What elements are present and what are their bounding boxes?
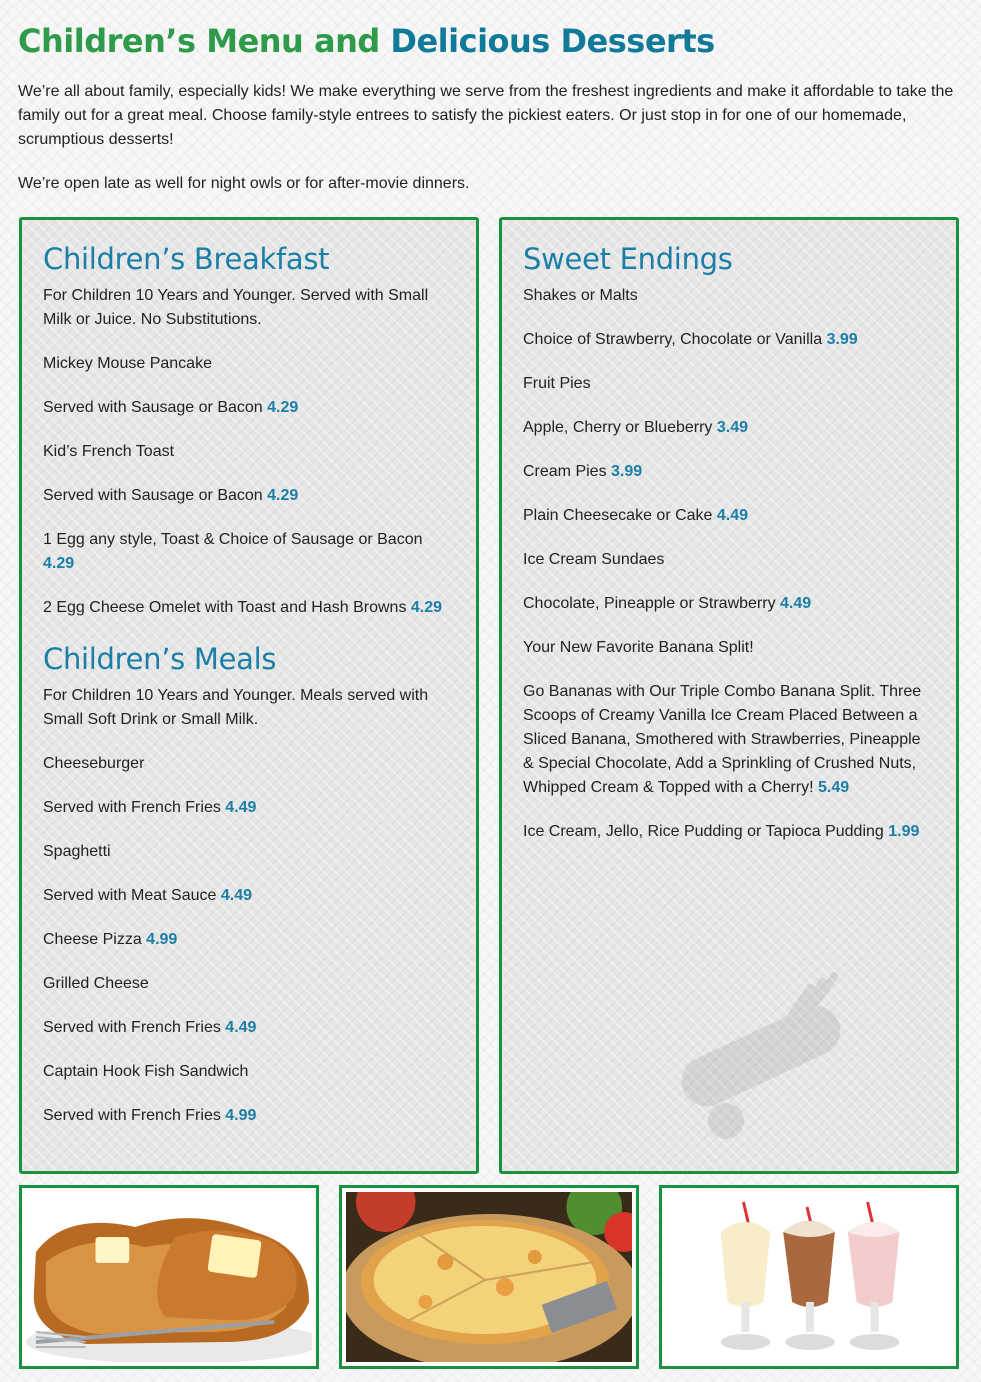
menu-item-price: 3.99 xyxy=(826,331,858,348)
menu-item-text: Ice Cream Sundaes xyxy=(523,551,665,568)
page-title xyxy=(18,22,715,60)
meals-list xyxy=(43,684,455,1128)
menu-item-text: For Children 10 Years and Younger. Served with Small Milk or Juice. No Substitutions. xyxy=(43,287,429,328)
menu-item-price: 4.99 xyxy=(225,1107,257,1124)
menu-item xyxy=(523,284,935,308)
menu-item-text: Shakes or Malts xyxy=(523,287,638,304)
menu-item xyxy=(523,636,935,660)
menu-item-price: 3.49 xyxy=(716,419,749,436)
menu-item-text: Served with French Fries xyxy=(43,799,221,816)
section-title-breakfast: Children’s Breakfast xyxy=(43,242,330,276)
menu-item-price: 4.99 xyxy=(146,931,178,948)
menu-item-text: Go Bananas with Our Triple Combo Banana Split. Three Scoops of Creamy Vanilla Ice Cream Placed Between a Sliced Banana, Smothered with Strawberries, Pineapple & Special Chocolate, Add a Sprinkling of Crushed Nuts, Whipped Cream & Topped with a Cherry! xyxy=(523,683,922,796)
menu-item-text: Plain Cheesecake or Cake xyxy=(523,507,713,524)
menu-item xyxy=(43,796,455,820)
menu-item-text: For Children 10 Years and Younger. Meals served with Small Soft Drink or Small Milk. xyxy=(43,687,429,728)
menu-item xyxy=(43,440,455,464)
menu-item xyxy=(43,1060,455,1084)
menu-item-price: 4.49 xyxy=(780,595,812,612)
menu-item-text: Served with Sausage or Bacon xyxy=(43,399,263,416)
menu-item-text: Served with Sausage or Bacon xyxy=(43,487,263,504)
menu-item-text: Kid’s French Toast xyxy=(43,443,175,460)
menu-item xyxy=(523,680,935,800)
menu-item xyxy=(43,596,455,620)
title-childrens-menu: Children’s Menu and xyxy=(18,22,380,60)
menu-item xyxy=(43,1016,455,1040)
menu-item-price: 4.49 xyxy=(716,507,749,524)
menu-item xyxy=(43,684,455,732)
menu-item xyxy=(43,972,455,996)
desserts-panel xyxy=(499,217,959,1174)
menu-item-text: Grilled Cheese xyxy=(43,975,149,992)
menu-item-text: 1 Egg any style, Toast & Choice of Sausage or Bacon xyxy=(43,531,423,548)
menu-item-text: Chocolate, Pineapple or Strawberry xyxy=(523,595,776,612)
menu-item-price: 4.29 xyxy=(410,599,443,616)
utensils-watermark-icon xyxy=(656,961,876,1151)
menu-item-text: Apple, Cherry or Blueberry xyxy=(523,419,713,436)
menu-item-text: Served with French Fries xyxy=(43,1019,221,1036)
intro-paragraph: We’re all about family, especially kids! We make everything we serve from the freshest ingredients and make it affordable to take the family out for a great meal. Choose family-style entrees to satisfy the pickiest eaters. Or just stop in for one of our homemade, scrumptious desserts! xyxy=(18,83,954,148)
intro-text xyxy=(18,80,963,196)
menu-item xyxy=(43,352,455,376)
menu-item-text: Cheeseburger xyxy=(43,755,145,772)
pizza-photo xyxy=(339,1185,639,1369)
breakfast-list xyxy=(43,284,455,620)
menu-item xyxy=(43,284,455,332)
intro-paragraph: We’re open late as well for night owls or for after-movie dinners. xyxy=(18,175,470,192)
section-title-desserts: Sweet Endings xyxy=(523,242,733,276)
menu-item xyxy=(523,592,935,616)
menu-item xyxy=(523,820,935,844)
menu-item-text: Served with French Fries xyxy=(43,1107,221,1124)
menu-item xyxy=(43,484,455,508)
menu-item xyxy=(523,548,935,572)
menu-item-text: Choice of Strawberry, Chocolate or Vanilla xyxy=(523,331,823,348)
pizza-image xyxy=(346,1192,632,1362)
menu-item xyxy=(43,752,455,776)
menu-item-price: 4.29 xyxy=(267,487,299,504)
menu-item xyxy=(523,504,935,528)
menu-item xyxy=(43,840,455,864)
menu-item-text: Cheese Pizza xyxy=(43,931,142,948)
menu-item-price: 1.99 xyxy=(888,823,920,840)
menu-item-price: 4.29 xyxy=(267,399,299,416)
menu-item xyxy=(523,416,935,440)
menu-item-text: 2 Egg Cheese Omelet with Toast and Hash Browns xyxy=(43,599,407,616)
menu-item-price: 5.49 xyxy=(817,779,850,796)
menu-item-text: Ice Cream, Jello, Rice Pudding or Tapioca Pudding xyxy=(523,823,884,840)
menu-item xyxy=(523,460,935,484)
menu-item xyxy=(43,528,455,576)
french-toast-photo xyxy=(19,1185,319,1369)
menu-item-price: 3.99 xyxy=(611,463,643,480)
menu-item-text: Cream Pies xyxy=(523,463,607,480)
menu-item-text: Served with Meat Sauce xyxy=(43,887,217,904)
menu-item-text: Spaghetti xyxy=(43,843,111,860)
menu-item xyxy=(43,396,455,420)
menu-item xyxy=(523,328,935,352)
section-title-meals: Children’s Meals xyxy=(43,642,277,676)
milkshakes-photo xyxy=(659,1185,959,1369)
menu-item-price: 4.49 xyxy=(225,799,257,816)
menu-item-text: Fruit Pies xyxy=(523,375,591,392)
menu-item-price: 4.29 xyxy=(43,555,75,572)
menu-item xyxy=(523,372,935,396)
menu-item-text: Mickey Mouse Pancake xyxy=(43,355,212,372)
menu-item xyxy=(43,928,455,952)
menu-item-text: Captain Hook Fish Sandwich xyxy=(43,1063,249,1080)
menu-item-price: 4.49 xyxy=(225,1019,257,1036)
desserts-list xyxy=(523,284,935,844)
menu-item-text: Your New Favorite Banana Split! xyxy=(523,639,754,656)
kids-menu-panel xyxy=(19,217,479,1174)
milkshakes-image xyxy=(666,1192,952,1362)
menu-item-price: 4.49 xyxy=(220,887,253,904)
title-desserts: Delicious Desserts xyxy=(390,22,715,60)
french-toast-image xyxy=(26,1192,312,1362)
menu-item xyxy=(43,884,455,908)
menu-item xyxy=(43,1104,455,1128)
